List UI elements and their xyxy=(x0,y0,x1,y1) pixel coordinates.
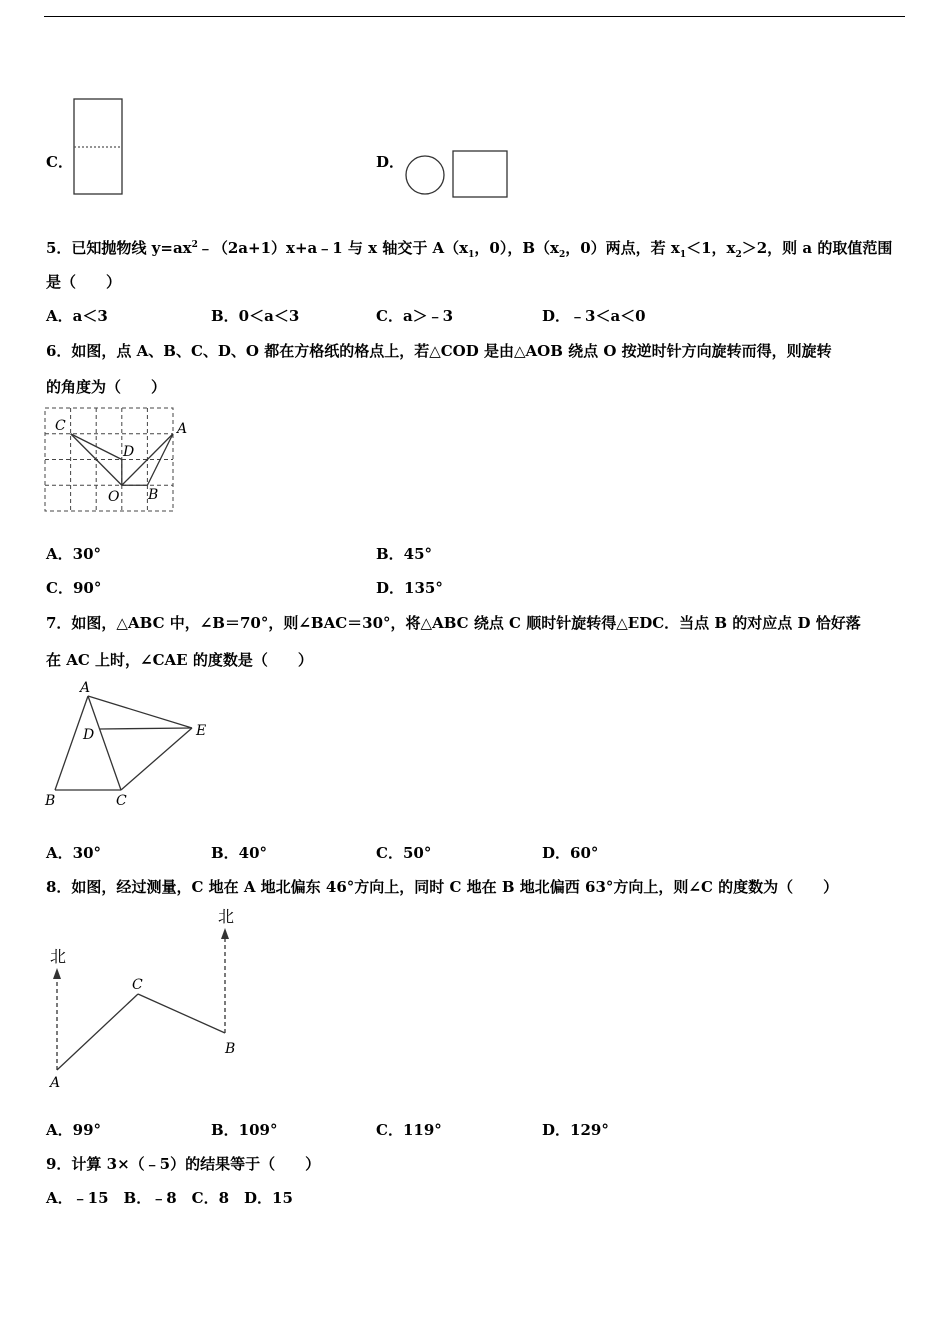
q6-label-b: B xyxy=(148,487,159,503)
q8-option-c: C．119° xyxy=(376,1121,442,1139)
q7-label-d: D xyxy=(83,727,95,743)
q7-option-b: B．40° xyxy=(211,844,268,862)
q8-label-north-b: 北 xyxy=(218,907,235,926)
q6-label-a: A xyxy=(177,421,188,437)
q7-label-e: E xyxy=(196,723,207,739)
q6-option-c: C．90° xyxy=(46,579,102,597)
q9-options: A．﹣15 B．﹣8 C．8 D．15 xyxy=(46,1189,293,1207)
q8-stem-line1: 8．如图，经过测量，C 地在 A 地北偏东 46°方向上，同时 C 地在 B 地北偏西 63°方向上，则∠C 的度数为（ ） xyxy=(46,878,839,896)
q8-bearing-figure xyxy=(44,906,244,1096)
q7-stem-line1: 7．如图，△ABC 中，∠B＝70°，则∠BAC＝30°，将△ABC 绕点 C 顺时针旋转得△EDC．当点 B 的对应点 D 恰好落 xyxy=(46,614,861,632)
header-rule xyxy=(44,16,905,17)
q7-option-d: D．60° xyxy=(542,844,599,862)
q5-option-c: C．a＞﹣3 xyxy=(376,307,454,325)
q6-label-o: O xyxy=(108,489,120,505)
q5-option-a: A．a＜3 xyxy=(46,307,108,325)
q8-label-b: B xyxy=(225,1041,236,1057)
q8-label-a: A xyxy=(50,1075,61,1091)
q8-label-north-a: 北 xyxy=(50,947,67,966)
q5-stem-line2: 是（ ） xyxy=(46,273,122,291)
q8-option-a: A．99° xyxy=(46,1121,102,1139)
q6-option-d: D．135° xyxy=(376,579,443,597)
q7-option-a: A．30° xyxy=(46,844,102,862)
q7-triangle-figure xyxy=(44,678,219,813)
q7-option-c: C．50° xyxy=(376,844,432,862)
q4-option-c-figure xyxy=(72,98,126,198)
q4-option-d-figure xyxy=(402,148,512,200)
q6-option-b: B．45° xyxy=(376,545,433,563)
q6-grid-figure xyxy=(44,406,194,516)
q6-label-c: C xyxy=(55,418,66,434)
q6-option-a: A．30° xyxy=(46,545,102,563)
q6-stem-line2: 的角度为（ ） xyxy=(46,378,167,396)
q7-label-a: A xyxy=(80,680,91,696)
q8-option-d: D．129° xyxy=(542,1121,609,1139)
q5-stem-line1: 5．已知抛物线 $y=ax^2﹣(2a+1)x+a﹣1$ 与 x 轴交于 $A(x_1$，0），$B(x_2$，0）两点，若 $x_1<1$，$x_2>2$，则 a 的取值范围 xyxy=(46,239,893,260)
q7-label-b: B xyxy=(45,793,56,809)
q4-option-c-label: C． xyxy=(46,153,73,171)
q7-label-c: C xyxy=(116,793,127,809)
q6-label-d: D xyxy=(123,444,135,460)
q6-stem-line1: 6．如图，点 A、B、C、D、O 都在方格纸的格点上，若△COD 是由△AOB 绕点 O 按逆时针方向旋转而得，则旋转 xyxy=(46,342,832,360)
q8-label-c: C xyxy=(132,977,143,993)
q5-option-d: D．﹣3＜a＜0 xyxy=(542,307,646,325)
q8-option-b: B．109° xyxy=(211,1121,278,1139)
q9-stem-line1: 9．计算 3×（﹣5）的结果等于（ ） xyxy=(46,1155,321,1173)
q4-option-d-label: D． xyxy=(376,153,405,171)
q7-stem-line2: 在 AC 上时，∠CAE 的度数是（ ） xyxy=(46,651,313,669)
q5-option-b: B．0＜a＜3 xyxy=(211,307,300,325)
